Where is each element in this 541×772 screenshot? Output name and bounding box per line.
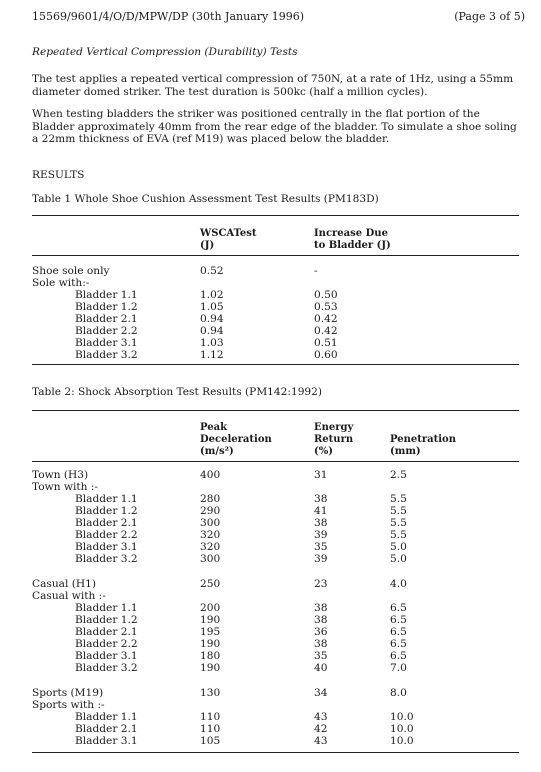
table1-wscatest-value: 0.94 <box>200 325 224 337</box>
table2-deceleration-value: 400 <box>200 469 221 481</box>
table2-deceleration-value: 300 <box>200 553 221 565</box>
table2-bladder-label: Bladder 2.1 <box>75 517 138 529</box>
table2-energy-value: 38 <box>314 517 328 529</box>
section-title: Repeated Vertical Compression (Durability) Tests <box>32 46 298 58</box>
table2-deceleration-value: 105 <box>200 735 221 747</box>
table1-header-wscatest-line2: (J) <box>200 240 215 251</box>
table2-energy-value: 23 <box>314 578 328 590</box>
table2-row-label: Casual with :- <box>32 590 106 602</box>
table1-bladder-label: Bladder 2.2 <box>75 325 138 337</box>
table2-header-energy-line2: Return <box>314 434 354 445</box>
table2-header-energy-return <box>314 422 353 458</box>
table1-increase-value: 0.51 <box>314 337 338 349</box>
results-heading: RESULTS <box>32 169 85 181</box>
table2-penetration-value: 7.0 <box>390 662 407 674</box>
table2-energy-value: 31 <box>314 469 328 481</box>
table2-bladder-label: Bladder 3.1 <box>75 541 138 553</box>
table2-bladder-label: Bladder 3.1 <box>75 735 138 747</box>
table1-caption: Table 1 Whole Shoe Cushion Assessment Test Results (PM183D) <box>32 193 379 205</box>
table2-deceleration-value: 130 <box>200 687 221 699</box>
table2-energy-value: 41 <box>314 505 328 517</box>
table2-energy-value: 43 <box>314 735 328 747</box>
table2-header-penetration-line1: Penetration <box>390 434 456 445</box>
table2-penetration-value: 5.0 <box>390 541 407 553</box>
table2-penetration-value: 6.5 <box>390 602 407 614</box>
table2-bladder-label: Bladder 3.1 <box>75 650 138 662</box>
document-reference <box>32 10 304 23</box>
table2-bladder-label: Bladder 2.2 <box>75 529 138 541</box>
table2-deceleration-value: 110 <box>200 711 221 723</box>
table2-deceleration-value: 195 <box>200 626 221 638</box>
table2-bladder-label: Bladder 3.2 <box>75 553 138 565</box>
table2-penetration-value: 5.5 <box>390 505 407 517</box>
table1-header-wscatest <box>200 228 257 252</box>
table1-top-rule <box>32 215 519 216</box>
table1-wscatest-value: 1.02 <box>200 289 224 301</box>
table2-header-peak-line3: (m/s²) <box>200 446 234 457</box>
table1-wscatest-value: 0.94 <box>200 313 224 325</box>
table2-header-penetration <box>390 434 456 458</box>
table1-increase-value: 0.42 <box>314 313 338 325</box>
table1-header-increase-line2: to Bladder (J) <box>314 240 391 251</box>
table1-increase-value: 0.50 <box>314 289 338 301</box>
table2-penetration-value: 5.5 <box>390 517 407 529</box>
table2-deceleration-value: 280 <box>200 493 221 505</box>
table2-energy-value: 39 <box>314 529 328 541</box>
table2-energy-value: 39 <box>314 553 328 565</box>
table1-bottom-rule <box>32 364 519 365</box>
table2-bladder-label: Bladder 2.1 <box>75 723 138 735</box>
table2-penetration-value: 5.5 <box>390 493 407 505</box>
table1-row-label: Sole with:- <box>32 277 90 289</box>
table2-bladder-label: Bladder 1.2 <box>75 614 138 626</box>
table1-header-increase-line1: Increase Due <box>314 228 388 239</box>
table2-row-label: Sports with :- <box>32 699 105 711</box>
table1-bladder-label: Bladder 2.1 <box>75 313 138 325</box>
table2-penetration-value: 4.0 <box>390 578 407 590</box>
table2-penetration-value: 6.5 <box>390 650 407 662</box>
table1-header-increase <box>314 228 391 252</box>
table2-energy-value: 42 <box>314 723 328 735</box>
table2-penetration-value: 6.5 <box>390 626 407 638</box>
table2-penetration-value: 2.5 <box>390 469 407 481</box>
table2-energy-value: 43 <box>314 711 328 723</box>
table2-penetration-value: 6.5 <box>390 638 407 650</box>
table2-deceleration-value: 190 <box>200 614 221 626</box>
table2-row-label: Sports (M19) <box>32 687 104 699</box>
table1-header-wscatest-line1: WSCATest <box>200 228 257 239</box>
table2-penetration-value: 6.5 <box>390 614 407 626</box>
table2-energy-value: 36 <box>314 626 328 638</box>
table2-penetration-value: 8.0 <box>390 687 407 699</box>
table2-bottom-rule <box>32 752 519 753</box>
table2-energy-value: 38 <box>314 638 328 650</box>
table2-bladder-label: Bladder 2.2 <box>75 638 138 650</box>
table2-bladder-label: Bladder 2.1 <box>75 626 138 638</box>
table2-energy-value: 38 <box>314 614 328 626</box>
table1-wscatest-value: 1.12 <box>200 349 224 361</box>
table2-header-energy-line1: Energy <box>314 422 354 433</box>
paragraph-bladder-setup: When testing bladders the striker was positioned centrally in the flat portion of the Bladder approximately 40mm from the rear edge of the bladder. To simulate a shoe soling a 22mm thickness of EVA (ref M19) was placed below the bladder. <box>32 108 517 146</box>
table2-energy-value: 34 <box>314 687 328 699</box>
table2-penetration-value: 10.0 <box>390 711 414 723</box>
table1-increase-value: 0.60 <box>314 349 338 361</box>
page-number: (Page 3 of 5) <box>454 10 525 23</box>
table2-penetration-value: 5.5 <box>390 529 407 541</box>
table1-bladder-label: Bladder 1.1 <box>75 289 138 301</box>
table2-penetration-value: 10.0 <box>390 735 414 747</box>
table1-wscatest-value: 1.05 <box>200 301 224 313</box>
table2-energy-value: 35 <box>314 541 328 553</box>
table2-deceleration-value: 190 <box>200 662 221 674</box>
table1-header-rule <box>32 255 519 256</box>
table2-deceleration-value: 200 <box>200 602 221 614</box>
table2-row-label: Town with :- <box>32 481 98 493</box>
table1-bladder-label: Bladder 3.2 <box>75 349 138 361</box>
table2-top-rule <box>32 410 519 411</box>
table2-energy-value: 40 <box>314 662 328 674</box>
table1-wscatest-value: 1.03 <box>200 337 224 349</box>
table2-penetration-value: 5.0 <box>390 553 407 565</box>
table2-energy-value: 35 <box>314 650 328 662</box>
table2-energy-value: 38 <box>314 602 328 614</box>
table2-bladder-label: Bladder 1.1 <box>75 711 138 723</box>
table1-bladder-label: Bladder 3.1 <box>75 337 138 349</box>
table2-deceleration-value: 320 <box>200 541 221 553</box>
table2-row-label: Casual (H1) <box>32 578 96 590</box>
table1-wscatest-value: 0.52 <box>200 265 224 277</box>
table2-bladder-label: Bladder 1.1 <box>75 602 138 614</box>
table2-bladder-label: Bladder 1.2 <box>75 505 138 517</box>
table1-increase-value: - <box>314 265 318 277</box>
table1-row-label: Shoe sole only <box>32 265 110 277</box>
table2-bladder-label: Bladder 1.1 <box>75 493 138 505</box>
table2-deceleration-value: 320 <box>200 529 221 541</box>
table2-caption: Table 2: Shock Absorption Test Results (PM142:1992) <box>32 386 323 398</box>
paragraph-test-method: The test applies a repeated vertical compression of 750N, at a rate of 1Hz, using a 55mm diameter domed striker. The test duration is 500kc (half a million cycles). <box>32 73 514 98</box>
table1-bladder-label: Bladder 1.2 <box>75 301 138 313</box>
table2-energy-value: 38 <box>314 493 328 505</box>
table2-deceleration-value: 290 <box>200 505 221 517</box>
reference-code: 15569/9601/4/O/D/MPW/DP <box>32 10 189 23</box>
table2-header-peak-line2: Deceleration <box>200 434 272 445</box>
table2-header-energy-line3: (%) <box>314 446 333 457</box>
table1-increase-value: 0.42 <box>314 325 338 337</box>
table2-header-peak-line1: Peak <box>200 422 228 433</box>
table2-deceleration-value: 300 <box>200 517 221 529</box>
table2-penetration-value: 10.0 <box>390 723 414 735</box>
table2-deceleration-value: 110 <box>200 723 221 735</box>
table2-header-penetration-line2: (mm) <box>390 446 421 457</box>
table2-bladder-label: Bladder 3.2 <box>75 662 138 674</box>
table2-deceleration-value: 250 <box>200 578 221 590</box>
table2-deceleration-value: 190 <box>200 638 221 650</box>
table2-deceleration-value: 180 <box>200 650 221 662</box>
table2-header-peak-deceleration <box>200 422 272 458</box>
table1-increase-value: 0.53 <box>314 301 338 313</box>
table2-header-rule <box>32 461 519 462</box>
document-date: (30th January 1996) <box>191 10 305 23</box>
table2-row-label: Town (H3) <box>32 469 89 481</box>
